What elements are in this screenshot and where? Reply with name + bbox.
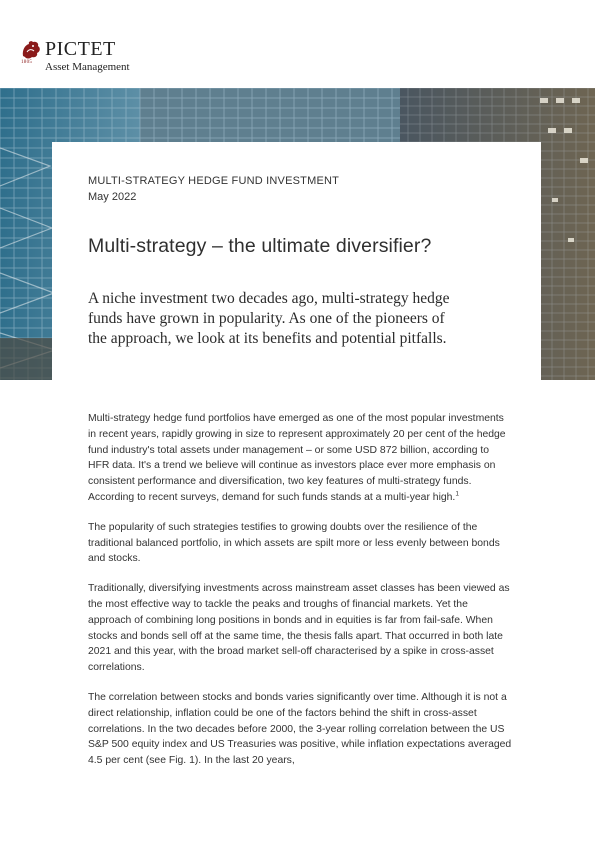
document-title: Multi-strategy – the ultimate diversifier? [88,235,432,257]
document-category: MULTI-STRATEGY HEDGE FUND INVESTMENT [88,175,340,187]
paragraph-3: Traditionally, diversifying investments across mainstream asset classes has been viewed as the most effective way to tackle the peaks and troughs of financial markets. Yet the approach of combining long positions in bonds and in equities is far from fail-safe. When stocks and bonds sell off at the same time, the thesis falls apart. That occurred in both late 2021 and this year, with the broad market sell-off characterised by a spike in cross-asset correlations. [88,583,510,674]
body-text [88,411,512,783]
title-card [52,142,541,392]
logo-brand: PICTET [45,38,116,60]
paragraph-4: The correlation between stocks and bonds varies significantly over time. Although it is not a direct relationship, inflation could be one of the factors behind the shift in cross-asset correlations. In the two decades before 2000, the 3-year rolling correlation between the US S&P 500 equity index and US Treasuries was positive, while inflation expectations averaged 4.5 per cent (see Fig. 1). In the last 20 years, [88,691,512,767]
paragraph-1: Multi-strategy hedge fund portfolios have emerged as one of the most popular investments in recent years, rapidly growing in size to represent approximately 20 per cent of the hedge fund industry's total assets under management – or some USD 872 billion, according to HFR data. It's a trend we believe will continue as investors place ever more emphasis on consistent performance and diversification, two key features of multi-strategy funds. According to recent surveys, demand for such funds stands at a multi-year high.$^1$ [88,413,506,503]
pictet-logo [20,40,160,76]
paragraph-2: The popularity of such strategies testifies to growing doubts over the resilience of the traditional balanced portfolio, in which assets are spilt more or less evenly between bonds and stocks. [88,521,500,565]
logo-subtitle: Asset Management [45,61,130,73]
footnote-marker[interactable]: 1 [455,490,459,498]
logo-year: 1805 [21,60,33,65]
document-lead: A niche investment two decades ago, multi-strategy hedge funds have grown in popularity. As one of the pioneers of the approach, we look at its benefits and potential pitfalls. [88,290,450,347]
document-date: May 2022 [88,191,137,203]
pictet-crest-icon [20,40,42,60]
